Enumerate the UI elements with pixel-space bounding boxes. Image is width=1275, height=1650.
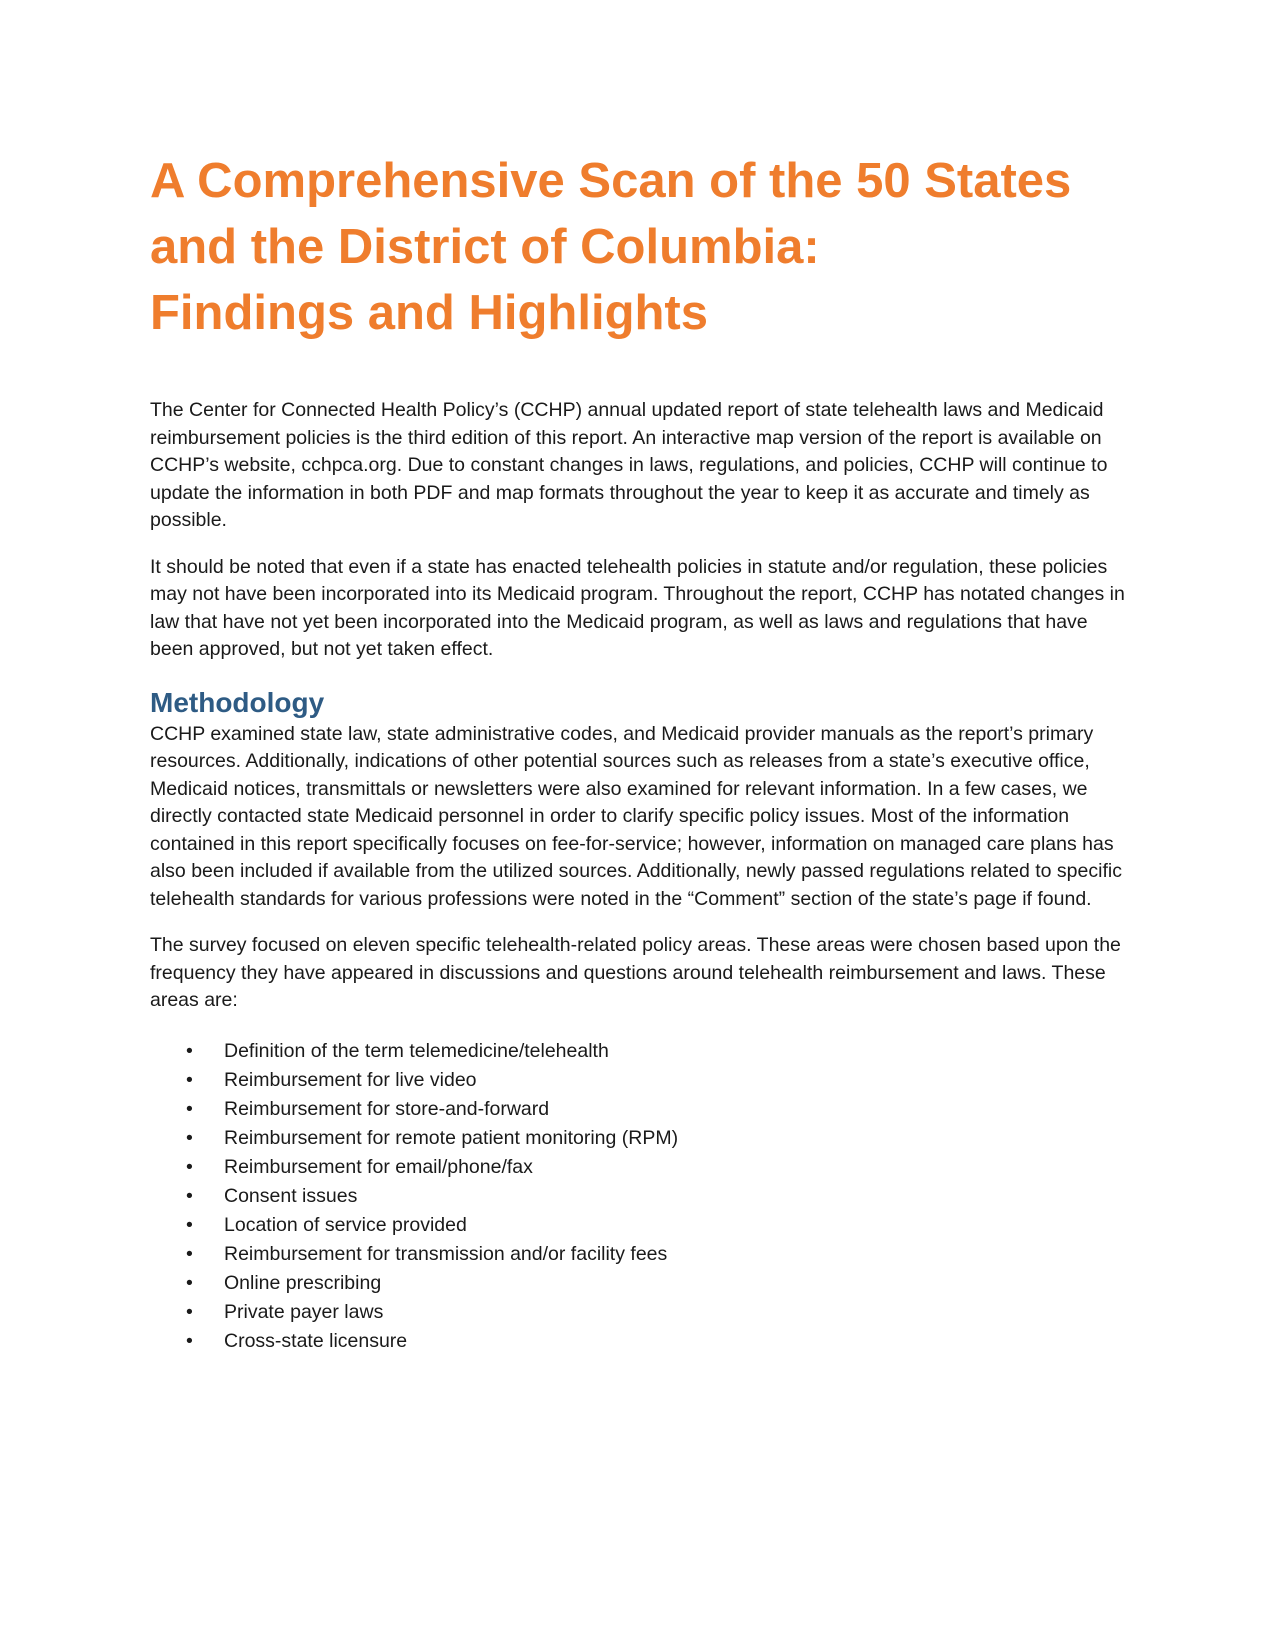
methodology-heading: Methodology [150, 686, 325, 718]
bullet-icon: • [186, 1068, 193, 1091]
methodology-paragraph: CCHP examined state law, state administrative codes, and Medicaid provider manuals as the report’s primary resources. Additionally, indications of other potential sources such as releases from a state’s executive office, Medicaid notices, transmittals or newsletters were also examined for relevant information. In a few cases, we directly contacted state Medicaid personnel in order to clarify specific policy issues. Most of the information contained in this report specifically focuses on fee-for-service; however, information on managed care plans has also been included if available from the utilized sources. Additionally, newly passed regulations related to specific telehealth standards for various professions were noted in the “Comment” section of the state’s page if found. [150, 722, 1122, 910]
medicaid-note-paragraph: It should be noted that even if a state has enacted telehealth policies in statute and/or regulation, these policies may not have been incorporated into its Medicaid program. Throughout the report, CCHP has notated changes in law that have not yet been incorporated into the Medicaid program, as well as laws and regulations that have been approved, but not yet taken effect. [150, 555, 1125, 660]
bullet-icon: • [186, 1097, 193, 1120]
list-item [150, 1124, 1130, 1153]
bullet-icon: • [186, 1329, 193, 1352]
list-item-text: Reimbursement for remote patient monitoring (RPM) [224, 1126, 679, 1149]
list-item [150, 1298, 1130, 1327]
list-item [150, 1095, 1130, 1124]
list-item [150, 1240, 1130, 1269]
bullet-icon: • [186, 1039, 193, 1062]
list-item-text: Reimbursement for transmission and/or facility fees [224, 1242, 668, 1265]
title-line: A Comprehensive Scan of the 50 States [150, 154, 1072, 208]
bullet-icon: • [186, 1213, 193, 1236]
list-item-text: Definition of the term telemedicine/telehealth [224, 1039, 609, 1062]
list-item [150, 1327, 1130, 1356]
list-item [150, 1211, 1130, 1240]
title-line: and the District of Columbia: [150, 220, 820, 274]
list-item-text: Reimbursement for store-and-forward [224, 1097, 550, 1120]
list-item [150, 1269, 1130, 1298]
bullet-icon: • [186, 1271, 193, 1294]
policy-areas-intro-paragraph: The survey focused on eleven specific telehealth-related policy areas. These areas were chosen based upon the frequency they have appeared in discussions and questions around telehealth reimbursement and laws. These areas are: [150, 934, 1121, 1011]
list-item [150, 1182, 1130, 1211]
bullet-icon: • [186, 1242, 193, 1265]
bullet-icon: • [186, 1155, 193, 1178]
bullet-icon: • [186, 1126, 193, 1149]
intro-paragraph: The Center for Connected Health Policy’s (CCHP) annual updated report of state telehealth laws and Medicaid reimbursement policies is the third edition of this report. An interactive map version of the report is available on CCHP’s website, cchpca.org. Due to constant changes in laws, regulations, and policies, CCHP will continue to update the information in both PDF and map formats throughout the year to keep it as accurate and timely as possible. [150, 399, 1108, 531]
list-item [150, 1037, 1130, 1066]
policy-areas-list [150, 1037, 1130, 1356]
list-item-text: Private payer laws [224, 1300, 384, 1323]
title-line: Findings and Highlights [150, 286, 708, 340]
list-item-text: Location of service provided [224, 1213, 467, 1236]
list-item-text: Reimbursement for live video [224, 1068, 477, 1091]
list-item [150, 1153, 1130, 1182]
bullet-icon: • [186, 1300, 193, 1323]
list-item-text: Consent issues [224, 1184, 358, 1207]
bullet-icon: • [186, 1184, 193, 1207]
list-item-text: Reimbursement for email/phone/fax [224, 1155, 533, 1178]
document-title [150, 148, 1130, 346]
list-item [150, 1066, 1130, 1095]
list-item-text: Cross-state licensure [224, 1329, 408, 1352]
document-page [150, 148, 1130, 1356]
list-item-text: Online prescribing [224, 1271, 382, 1294]
